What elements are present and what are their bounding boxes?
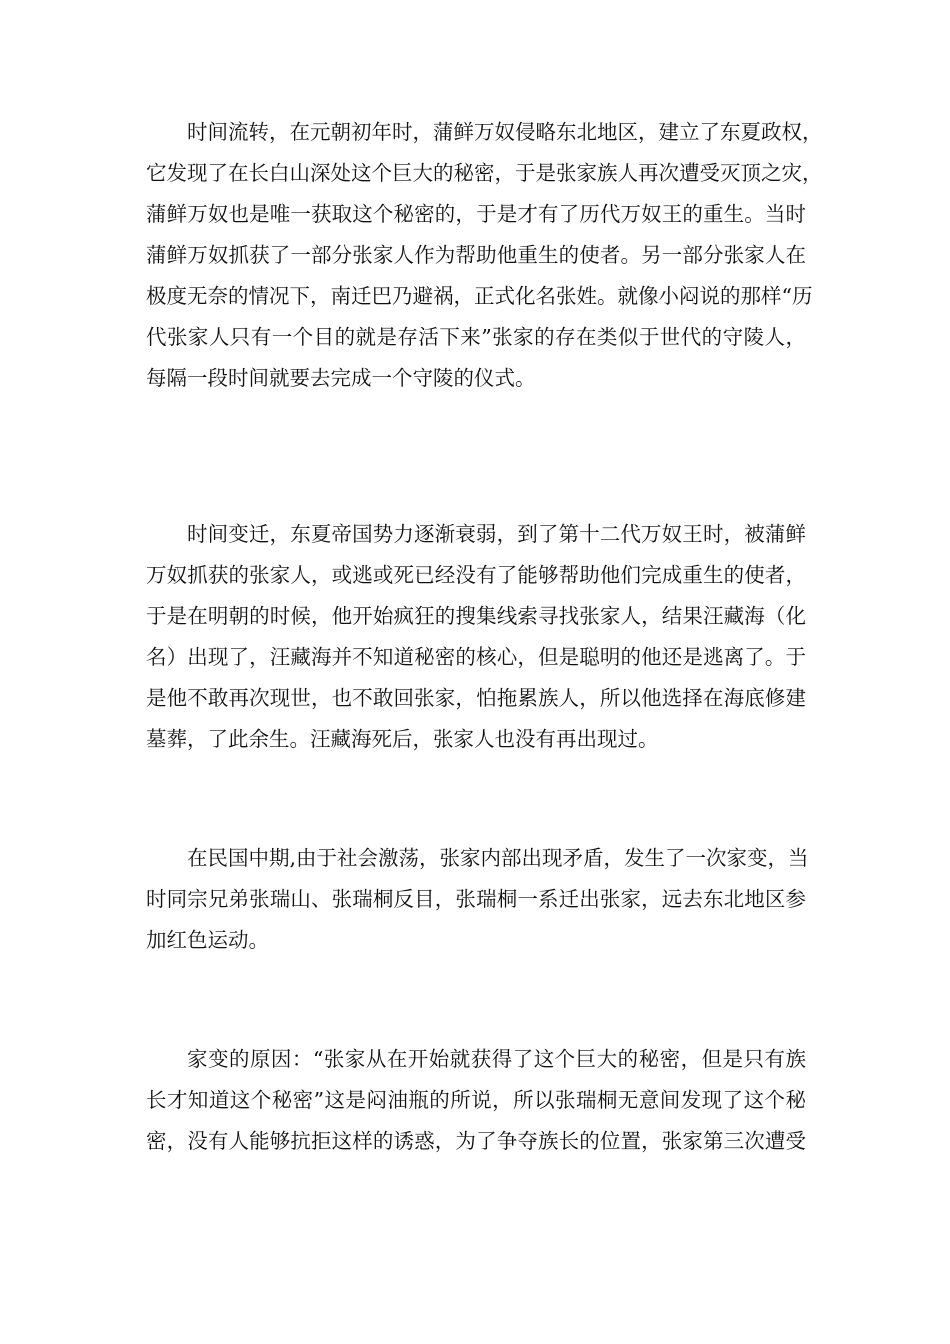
text-line: 时间变迁，东夏帝国势力逐渐衰弱，到了第十二代万奴王时，被蒲鲜 — [187, 522, 806, 546]
paragraph-1 — [146, 112, 823, 399]
paragraph-2 — [146, 514, 806, 760]
text-line: 蒲鲜万奴也是唯一获取这个秘密的，于是才有了历代万奴王的重生。当时 — [146, 202, 806, 226]
text-line: 家变的原因：“张家从在开始就获得了这个巨大的秘密，但是只有族 — [187, 1047, 806, 1071]
text-line: 在民国中期,由于社会激荡，张家内部出现矛盾，发生了一次家变，当 — [187, 846, 809, 870]
paragraph-4 — [146, 1039, 806, 1162]
text-line: 名）出现了，汪藏海并不知道秘密的核心，但是聪明的他还是逃离了。于 — [146, 645, 806, 669]
text-line: 墓葬，了此余生。汪藏海死后，张家人也没有再出现过。 — [146, 727, 659, 751]
text-line: 密，没有人能够抗拒这样的诱惑，为了争夺族长的位置，张家第三次遭受 — [146, 1129, 806, 1153]
text-line: 于是在明朝的时候，他开始疯狂的搜集线索寻找张家人，结果汪藏海（化 — [146, 604, 806, 628]
text-line: 它发现了在长白山深处这个巨大的秘密，于是张家族人再次遭受灭顶之灾， — [146, 161, 823, 185]
text-line: 万奴抓获的张家人，或逃或死已经没有了能够帮助他们完成重生的使者， — [146, 563, 806, 587]
text-line: 时间流转，在元朝初年时，蒲鲜万奴侵略东北地区，建立了东夏政权， — [187, 120, 823, 144]
text-line: 蒲鲜万奴抓获了一部分张家人作为帮助他重生的使者。另一部分张家人在 — [146, 243, 806, 267]
text-line: 长才知道这个秘密”这是闷油瓶的所说，所以张瑞桐无意间发现了这个秘 — [146, 1088, 806, 1112]
text-line: 极度无奈的情况下，南迁巴乃避祸，正式化名张姓。就像小闷说的那样“历 — [146, 284, 813, 308]
text-line: 每隔一段时间就要去完成一个守陵的仪式。 — [146, 366, 536, 390]
text-line: 代张家人只有一个目的就是存活下来”张家的存在类似于世代的守陵人， — [146, 325, 806, 349]
text-line: 加红色运动。 — [146, 928, 269, 952]
text-line: 时同宗兄弟张瑞山、张瑞桐反目，张瑞桐一系迁出张家，远去东北地区参 — [146, 887, 806, 911]
text-line: 是他不敢再次现世，也不敢回张家，怕拖累族人，所以他选择在海底修建 — [146, 686, 806, 710]
paragraph-3 — [146, 838, 809, 961]
